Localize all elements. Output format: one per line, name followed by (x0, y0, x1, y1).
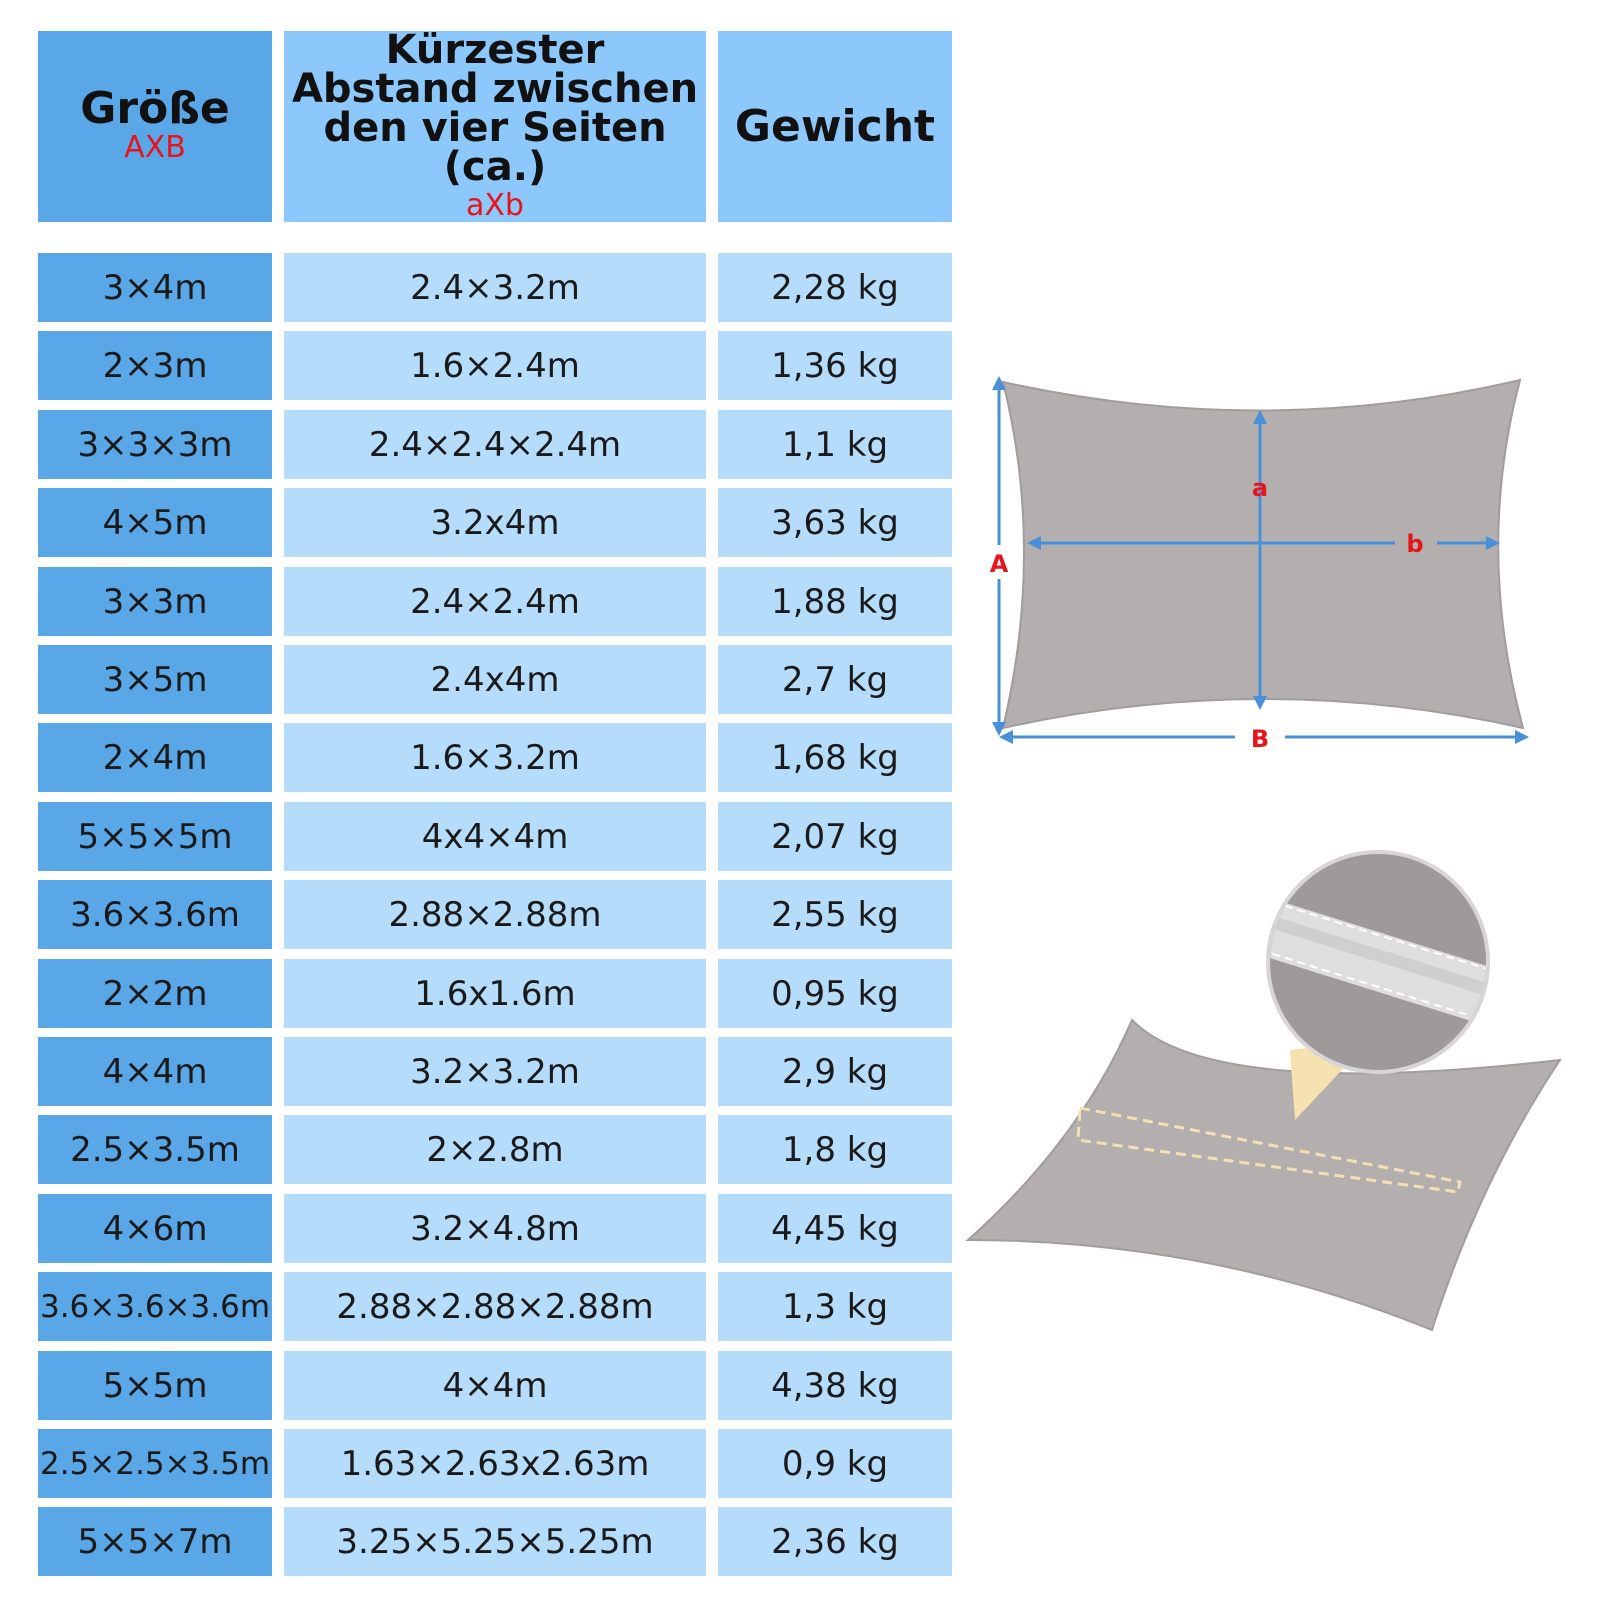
size-value: 3×5m (102, 659, 208, 700)
distance-cell (284, 1351, 706, 1420)
header-distance-title: Kürzester Abstand zwischen den vier Seiten (ca.) (291, 26, 699, 190)
weight-value: 2,9 kg (781, 1051, 889, 1092)
size-value: 3×3m (102, 581, 208, 622)
weight-cell (718, 331, 952, 400)
size-cell (38, 410, 272, 479)
header-weight (718, 31, 952, 222)
distance-cell (284, 802, 706, 871)
header-weight-title: Gewicht (734, 100, 936, 152)
weight-value: 1,36 kg (771, 345, 899, 386)
distance-value: 1.6x1.6m (414, 973, 576, 1014)
size-value: 2.5×3.5m (70, 1129, 240, 1170)
distance-value: 2.4×3.2m (410, 267, 580, 308)
distance-cell (284, 1194, 706, 1263)
size-value: 4×5m (102, 502, 208, 543)
weight-cell (718, 1507, 952, 1576)
size-cell (38, 488, 272, 557)
size-cell (38, 723, 272, 792)
arrow-A-head-bottom (992, 722, 1006, 736)
distance-cell (284, 1429, 706, 1498)
weight-value: 1,88 kg (771, 581, 899, 622)
size-cell (38, 802, 272, 871)
distance-value: 2.88×2.88×2.88m (336, 1286, 654, 1327)
distance-cell (284, 253, 706, 322)
seam-detail-diagram (960, 840, 1600, 1380)
weight-cell (718, 802, 952, 871)
distance-value: 3.2×4.8m (410, 1208, 580, 1249)
size-cell (38, 253, 272, 322)
size-cell (38, 645, 272, 714)
weight-cell (718, 959, 952, 1028)
dimension-diagram (975, 370, 1555, 770)
distance-value: 3.25×5.25×5.25m (336, 1521, 654, 1562)
distance-value: 3.2x4m (430, 502, 560, 543)
size-value: 5×5×7m (77, 1521, 233, 1562)
weight-cell (718, 253, 952, 322)
label-B: B (1250, 725, 1270, 753)
weight-cell (718, 1194, 952, 1263)
size-cell (38, 1272, 272, 1341)
distance-cell (284, 1272, 706, 1341)
distance-value: 1.6×3.2m (410, 737, 580, 778)
weight-value: 2,7 kg (781, 659, 889, 700)
weight-value: 2,07 kg (771, 816, 899, 857)
weight-value: 0,95 kg (771, 973, 899, 1014)
size-cell (38, 331, 272, 400)
header-distance (284, 26, 706, 223)
weight-cell (718, 567, 952, 636)
weight-value: 1,3 kg (781, 1286, 889, 1327)
weight-value: 1,8 kg (781, 1129, 889, 1170)
distance-cell (284, 1115, 706, 1184)
header-distance-sub: aXb (466, 187, 524, 223)
size-value: 5×5m (102, 1365, 208, 1406)
distance-cell (284, 645, 706, 714)
size-cell (38, 1429, 272, 1498)
size-cell (38, 1507, 272, 1576)
size-value: 4×6m (102, 1208, 208, 1249)
size-cell (38, 567, 272, 636)
distance-cell (284, 959, 706, 1028)
distance-cell (284, 488, 706, 557)
size-value: 3.6×3.6m (70, 894, 240, 935)
weight-cell (718, 1115, 952, 1184)
size-value: 2×3m (102, 345, 208, 386)
distance-cell (284, 880, 706, 949)
header-size (38, 31, 272, 222)
arrow-a-head-bottom (1253, 696, 1267, 710)
weight-value: 3,63 kg (771, 502, 899, 543)
weight-cell (718, 1037, 952, 1106)
label-a: a (1251, 474, 1269, 502)
size-cell (38, 959, 272, 1028)
size-cell (38, 880, 272, 949)
distance-value: 2.88×2.88m (388, 894, 602, 935)
weight-value: 0,9 kg (781, 1443, 889, 1484)
distance-cell (284, 410, 706, 479)
label-b: b (1406, 530, 1424, 558)
weight-cell (718, 1429, 952, 1498)
header-size-sub: AXB (124, 129, 186, 165)
size-value: 5×5×5m (77, 816, 233, 857)
weight-cell (718, 1351, 952, 1420)
distance-value: 2.4x4m (430, 659, 560, 700)
weight-value: 1,68 kg (771, 737, 899, 778)
distance-value: 1.63×2.63x2.63m (340, 1443, 650, 1484)
weight-cell (718, 1272, 952, 1341)
size-cell (38, 1194, 272, 1263)
distance-cell (284, 331, 706, 400)
weight-cell (718, 880, 952, 949)
size-cell (38, 1351, 272, 1420)
size-value: 4×4m (102, 1051, 208, 1092)
weight-value: 2,28 kg (771, 267, 899, 308)
distance-value: 3.2×3.2m (410, 1051, 580, 1092)
size-cell (38, 1115, 272, 1184)
size-value: 2×2m (102, 973, 208, 1014)
weight-cell (718, 723, 952, 792)
distance-value: 1.6×2.4m (410, 345, 580, 386)
size-value: 3×3×3m (77, 424, 233, 465)
distance-cell (284, 1037, 706, 1106)
distance-cell (284, 567, 706, 636)
size-value: 3.6×3.6×3.6m (39, 1288, 271, 1325)
header-size-title: Größe (80, 82, 230, 134)
weight-cell (718, 645, 952, 714)
distance-cell (284, 723, 706, 792)
arrow-B-head-right (1515, 730, 1529, 744)
weight-cell (718, 488, 952, 557)
distance-value: 4x4×4m (421, 816, 569, 857)
distance-value: 2.4×2.4×2.4m (368, 424, 622, 465)
sail-shape-tilted (968, 1020, 1560, 1330)
size-value: 3×4m (102, 267, 208, 308)
arrow-B-head-left (999, 730, 1013, 744)
weight-value: 4,45 kg (771, 1208, 899, 1249)
distance-cell (284, 1507, 706, 1576)
distance-value: 4×4m (442, 1365, 548, 1406)
size-value: 2.5×2.5×3.5m (39, 1445, 271, 1482)
sail-shape (1003, 380, 1523, 728)
distance-value: 2×2.8m (426, 1129, 564, 1170)
weight-value: 2,36 kg (771, 1521, 899, 1562)
size-cell (38, 1037, 272, 1106)
weight-cell (718, 410, 952, 479)
size-value: 2×4m (102, 737, 208, 778)
weight-value: 4,38 kg (771, 1365, 899, 1406)
weight-value: 1,1 kg (781, 424, 889, 465)
distance-value: 2.4×2.4m (410, 581, 580, 622)
weight-value: 2,55 kg (771, 894, 899, 935)
label-A: A (989, 550, 1009, 578)
